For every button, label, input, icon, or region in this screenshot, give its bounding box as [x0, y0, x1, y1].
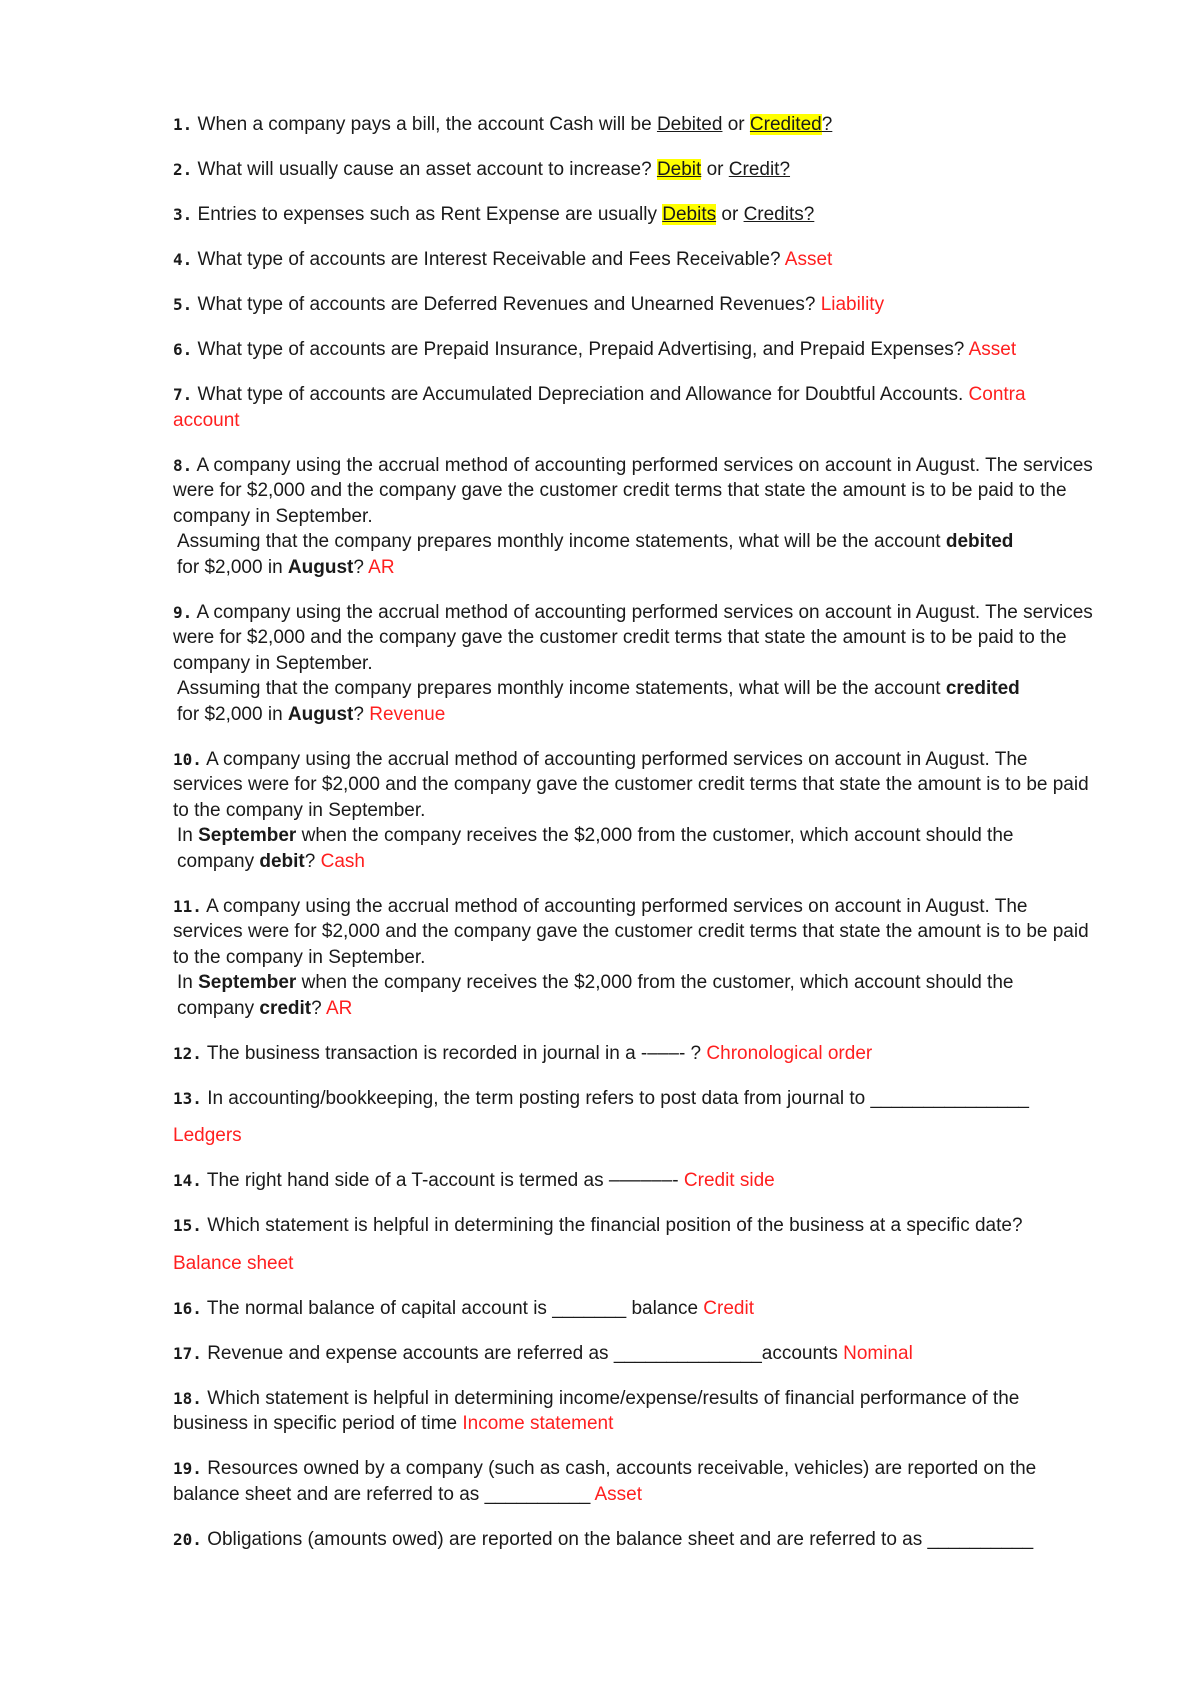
question-number: 17.: [173, 1343, 202, 1363]
question-number: 5.: [173, 295, 193, 314]
question-text: What type of accounts are Accumulated Depreciation and Allowance for Doubtful Accounts.: [197, 384, 969, 405]
answer-text: AR: [368, 556, 395, 578]
followup-text: In: [177, 972, 199, 993]
question-number: 7.: [173, 385, 193, 404]
question-20: [173, 1527, 1093, 1553]
followup-text: ?: [304, 850, 321, 872]
question-14: [173, 1168, 1093, 1194]
document-page: [173, 112, 1093, 1572]
question-number: 1.: [173, 115, 193, 134]
followup-text: for $2,000 in: [177, 703, 288, 725]
option-credited-highlighted: Credited: [749, 114, 822, 135]
question-11: [173, 894, 1093, 1022]
answer-text: Credit: [703, 1297, 754, 1319]
followup-text: ?: [353, 556, 369, 578]
question-text: Resources owned by a company (such as cash, accounts receivable, vehicles) are reported on the balance sheet and are referred to as __________: [173, 1458, 1037, 1505]
question-intro: A company using the accrual method of accounting performed services on account in August. The services were for $2,000 and the company gave the customer credit terms that state the amount is to be paid to the company in September.: [173, 454, 1093, 527]
followup-text: for $2,000 in: [177, 556, 288, 578]
question-followup: [173, 676, 1093, 727]
answer-text: Chronological order: [706, 1042, 873, 1064]
question-number: 13.: [173, 1088, 202, 1108]
question-8: [173, 453, 1093, 581]
question-intro: A company using the accrual method of accounting performed services on account in August. The services were for $2,000 and the company gave the customer credit terms that state the amount is to be paid to the company in September.: [173, 748, 1089, 821]
question-1: [173, 112, 1093, 138]
question-text: What type of accounts are Interest Receivable and Fees Receivable?: [197, 249, 785, 270]
connector-text: or: [722, 114, 750, 135]
question-number: 2.: [173, 160, 193, 179]
emphasis-text: debit: [259, 850, 305, 872]
question-followup: [173, 529, 1093, 580]
question-number: 19.: [173, 1459, 202, 1478]
question-number: 9.: [173, 602, 193, 622]
question-7: [173, 382, 1093, 433]
question-12: [173, 1041, 1093, 1067]
question-text: What will usually cause an asset account to increase?: [197, 159, 657, 180]
answer-text: Contra account: [173, 384, 1026, 431]
question-number: 18.: [173, 1388, 202, 1408]
answer-text: Liability: [820, 294, 885, 315]
emphasis-text: August: [287, 556, 354, 578]
question-number: 11.: [173, 896, 202, 916]
question-3: [173, 202, 1093, 228]
question-4: [173, 247, 1093, 273]
question-text: When a company pays a bill, the account Cash will be: [197, 114, 657, 135]
question-text: What type of accounts are Deferred Revenues and Unearned Revenues?: [197, 294, 821, 315]
question-text: The business transaction is recorded in journal in a -–––- ?: [206, 1042, 707, 1064]
emphasis-text: credit: [259, 997, 312, 1019]
emphasis-text: August: [287, 703, 354, 725]
question-number: 14.: [173, 1171, 202, 1190]
question-text: What type of accounts are Prepaid Insurance, Prepaid Advertising, and Prepaid Expenses?: [197, 339, 969, 360]
answer-text: Asset: [784, 249, 833, 270]
emphasis-text: debited: [945, 531, 1014, 552]
followup-text: Assuming that the company prepares monthly income statements, what will be the account: [177, 678, 946, 699]
option-debit-highlighted: Debit: [656, 159, 702, 180]
emphasis-text: September: [198, 825, 297, 846]
question-text: Which statement is helpful in determining income/expense/results of financial performance of the business in specific period of time: [173, 1387, 1020, 1434]
question-19: [173, 1456, 1093, 1507]
option-debits-highlighted: Debits: [662, 204, 717, 225]
emphasis-text: credited: [945, 678, 1020, 699]
answer-text: Credit side: [683, 1170, 775, 1191]
answer-text: Asset: [594, 1483, 643, 1505]
followup-text: when the company receives the $2,000 from the customer, which account should the company: [177, 972, 1014, 1019]
question-number: 12.: [173, 1043, 202, 1063]
answer-text: Revenue: [369, 703, 446, 725]
answer-text: Balance sheet: [173, 1252, 294, 1274]
answer-text: AR: [325, 997, 353, 1019]
question-mark: ?: [821, 114, 833, 135]
question-followup: [173, 823, 1093, 874]
question-number: 15.: [173, 1216, 202, 1235]
option-credits: Credits?: [743, 204, 815, 225]
question-text: In accounting/bookkeeping, the term posting refers to post data from journal to _______________: [207, 1087, 1029, 1109]
question-followup: [173, 970, 1093, 1021]
followup-text: ?: [311, 997, 326, 1019]
answer-text: Nominal: [843, 1342, 913, 1364]
question-intro: A company using the accrual method of accounting performed services on account in August. The services were for $2,000 and the company gave the customer credit terms that state the amount is to be paid to the company in September.: [173, 895, 1089, 968]
question-16: [173, 1296, 1093, 1322]
question-text: Obligations (amounts owed) are reported on the balance sheet and are referred to as __________: [207, 1528, 1034, 1550]
followup-text: In: [177, 825, 199, 846]
question-text: The normal balance of capital account is _______ balance: [206, 1297, 704, 1319]
answer-text: Ledgers: [173, 1125, 242, 1146]
emphasis-text: September: [198, 972, 297, 993]
connector-text: or: [716, 204, 744, 225]
question-number: 3.: [173, 205, 193, 224]
question-2: [173, 157, 1093, 183]
followup-text: when the company receives the $2,000 from the customer, which account should the company: [177, 825, 1014, 872]
connector-text: or: [701, 159, 729, 180]
question-text: Entries to expenses such as Rent Expense are usually: [197, 204, 663, 225]
question-text: Revenue and expense accounts are referred as ______________accounts: [207, 1342, 844, 1364]
question-number: 16.: [173, 1298, 202, 1318]
question-9: [173, 600, 1093, 728]
option-credit: Credit?: [728, 159, 791, 180]
option-debited: Debited: [656, 114, 723, 135]
question-13: [173, 1086, 1093, 1149]
answer-text: Asset: [968, 339, 1017, 360]
question-10: [173, 747, 1093, 875]
question-intro: A company using the accrual method of accounting performed services on account in August. The services were for $2,000 and the company gave the customer credit terms that state the amount is to be paid to the company in September.: [173, 601, 1093, 674]
question-5: [173, 292, 1093, 318]
question-number: 20.: [173, 1529, 202, 1549]
question-number: 4.: [173, 250, 193, 269]
followup-text: Assuming that the company prepares monthly income statements, what will be the account: [177, 531, 946, 552]
question-18: [173, 1386, 1093, 1437]
question-17: [173, 1341, 1093, 1367]
answer-text: Income statement: [462, 1413, 614, 1434]
question-text: Which statement is helpful in determining the financial position of the business at a specific date?: [207, 1215, 1023, 1236]
question-text: The right hand side of a T-account is termed as ––––––-: [206, 1170, 684, 1191]
question-15: [173, 1213, 1093, 1276]
answer-text: Cash: [320, 850, 365, 872]
question-number: 6.: [173, 340, 193, 359]
question-number: 8.: [173, 455, 193, 475]
followup-text: ?: [353, 703, 370, 725]
question-number: 10.: [173, 749, 202, 769]
question-6: [173, 337, 1093, 363]
